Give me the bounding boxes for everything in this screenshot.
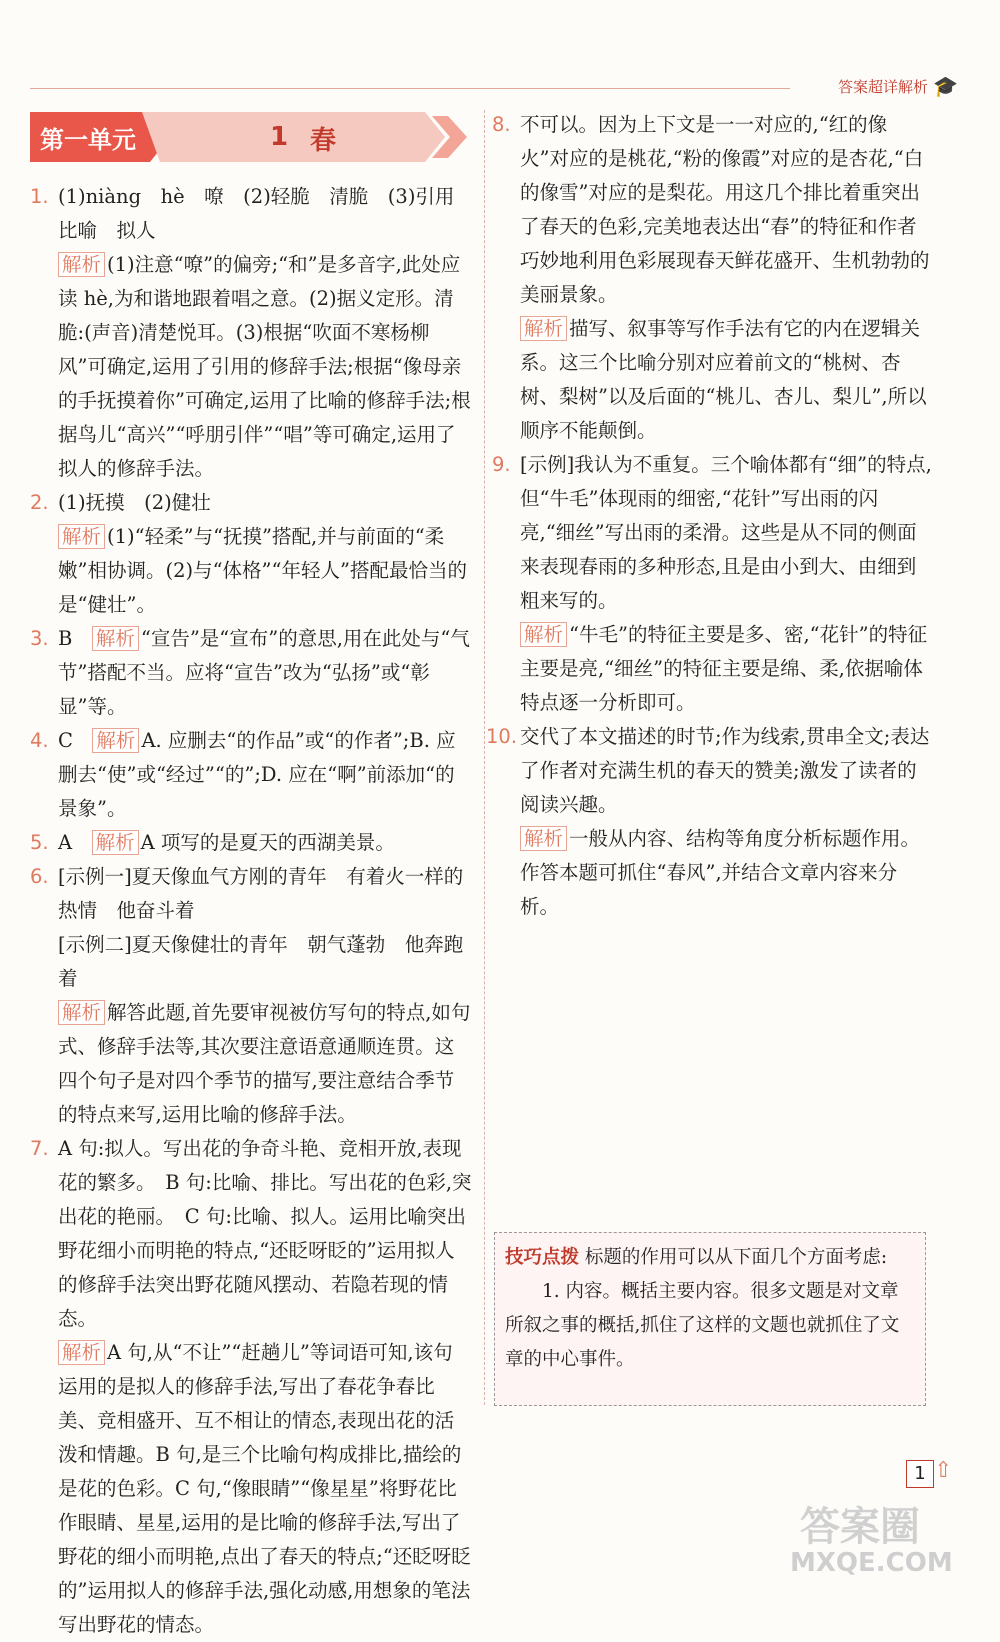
analysis-para <box>58 520 472 622</box>
answer-text: A <box>58 831 92 854</box>
tip-point: 1. 内容。概括主要内容。很多文题是对文章所叙之事的概括,抓住了这样的文题也就抓住了文章的中心事件。 <box>505 1281 900 1370</box>
answer-text: 不可以。因为上下文是一一对应的,“红的像火”对应的是桃花,“粉的像霞”对应的是杏花,“白的像雪”对应的是梨花。用这几个排比着重突出了春天的色彩,完美地表达出“春”的特征和作者巧妙地利用色彩展现春天鲜花盛开、生机勃勃的美丽景象。 <box>520 113 930 306</box>
answer-item <box>30 860 472 1132</box>
item-number: 9. <box>492 453 511 476</box>
header-rule <box>30 88 790 89</box>
answer-item <box>30 1132 472 1642</box>
analysis-tag: 解析 <box>92 626 139 651</box>
item-number: 6. <box>30 865 49 888</box>
analysis-tag: 解析 <box>58 524 105 549</box>
item-number: 5. <box>30 831 49 854</box>
analysis-para <box>58 248 472 486</box>
answer-item <box>30 826 472 860</box>
answer-text: (1)niàng hè 嘹 (2)轻脆 清脆 (3)引用 比喻 拟人 <box>58 185 474 242</box>
right-column <box>486 108 932 924</box>
analysis-text: 解答此题,首先要审视被仿写句的特点,如句式、修辞手法等,其次要注意语意通顺连贯。这四个句子是对四个季节的描写,要注意结合季节的特点来写,运用比喻的修辞手法。 <box>58 1001 471 1126</box>
footer-logo: 答案圈 <box>800 1504 920 1550</box>
analysis-text: (1)“轻柔”与“抚摸”搭配,并与前面的“柔嫩”相协调。(2)与“体格”“年轻人”搭配最恰当的是“健壮”。 <box>58 525 467 616</box>
item-number: 7. <box>30 1137 49 1160</box>
answer-text: 交代了本文描述的时节;作为线索,贯串全文;表达了作者对充满生机的春天的赞美;激发了读者的阅读兴趣。 <box>520 725 930 816</box>
analysis-para <box>520 312 932 448</box>
answer-item <box>30 724 472 826</box>
analysis-text: A. 应删去“的作品”或“的作者”;B. 应删去“使”或“经过”“的”;D. 应在“啊”前添加“的景象”。 <box>58 729 456 820</box>
answer-text: B <box>58 627 92 650</box>
analysis-text: 一般从内容、结构等角度分析标题作用。作答本题可抓住“春风”,并结合文章内容来分析。 <box>520 827 921 918</box>
analysis-text: A 句,从“不让”“赶趟儿”等词语可知,该句运用的是拟人的修辞手法,写出了春花争春比美、竞相盛开、互不相让的情态,表现出花的活泼和情趣。B 句,是三个比喻句构成排比,描绘的是花的色彩。C 句,“像眼睛”“像星星”将野花比作眼睛、星星,运用的是比喻的修辞手法,写出了野花的细小而明艳,点出了春天的特点;“还眨呀眨的”运用拟人的修辞手法,强化动感,用想象的笔法写出野花的情态。 <box>58 1341 471 1636</box>
header-tag: 答案超详解析 <box>837 78 928 96</box>
page-number: 1 <box>906 1460 934 1488</box>
answer-text: C <box>58 729 93 752</box>
item-number: 3. <box>30 627 49 650</box>
answer-item <box>492 108 932 448</box>
up-arrow-icon: ⇧ <box>934 1458 953 1483</box>
analysis-tag: 解析 <box>520 622 567 647</box>
analysis-tag: 解析 <box>92 728 139 753</box>
analysis-tag: 解析 <box>58 1000 105 1025</box>
analysis-text: “牛毛”的特征主要是多、密,“花针”的特征主要是亮,“细丝”的特征主要是绵、柔,依据喻体特点逐一分析即可。 <box>520 623 928 714</box>
answer-text: [示例一]夏天像血气方刚的青年 有着火一样的热情 他奋斗着 <box>58 865 464 922</box>
lesson-title: 春 <box>310 126 337 156</box>
analysis-tag: 解析 <box>92 830 139 855</box>
analysis-text: (1)注意“嘹”的偏旁;“和”是多音字,此处应读 hè,为和谐地跟着唱之意。(2)据义定形。清脆:(声音)清楚悦耳。(3)根据“吹面不寒杨柳风”可确定,运用了引用的修辞手法;根据“像母亲的手抚摸着你”可确定,运用了比喻的修辞手法;根据鸟儿“高兴”“呼朋引伴”“唱”等可确定,运用了拟人的修辞手法。 <box>58 253 471 480</box>
tip-label: 技巧点拨 <box>505 1247 580 1268</box>
analysis-para <box>58 622 472 724</box>
graduation-cap-icon: 🎓 <box>933 74 958 98</box>
item-number: 4. <box>30 729 49 752</box>
analysis-text: “宣告”是“宣布”的意思,用在此处与“气节”搭配不当。应将“宣告”改为“弘扬”或“彰显”等。 <box>58 627 470 718</box>
analysis-para <box>520 822 932 924</box>
answer-item <box>30 486 472 622</box>
item-number: 10. <box>486 725 518 748</box>
answer-item <box>30 622 472 724</box>
analysis-tag: 解析 <box>58 252 105 277</box>
analysis-text: 描写、叙事等写作手法有它的内在逻辑关系。这三个比喻分别对应着前文的“桃树、杏树、梨树”以及后面的“桃儿、杏儿、梨儿”,所以顺序不能颠倒。 <box>520 317 927 442</box>
answer-text: (1)抚摸 (2)健壮 <box>58 491 211 514</box>
analysis-tag: 解析 <box>520 316 567 341</box>
item-number: 2. <box>30 491 49 514</box>
analysis-tag: 解析 <box>58 1340 105 1365</box>
analysis-para <box>520 618 932 720</box>
analysis-para <box>58 724 472 826</box>
answer-item <box>492 448 932 720</box>
analysis-para <box>58 826 472 860</box>
analysis-text: A 项写的是夏天的西湖美景。 <box>140 831 395 854</box>
answer-text: [示例]我认为不重复。三个喻体都有“细”的特点,但“牛毛”体现雨的细密,“花针”写出雨的闪亮,“细丝”写出雨的柔滑。这些是从不同的侧面来表现春雨的多种形态,且是由小到大、由细到粗来写的。 <box>520 453 932 612</box>
footer-url: MXQE.COM <box>790 1548 953 1578</box>
lesson-number: 1 <box>270 122 289 152</box>
tip-intro-text: 标题的作用可以从下面几个方面考虑: <box>584 1247 888 1268</box>
analysis-para <box>58 996 472 1132</box>
answer-item <box>486 720 932 924</box>
answer-item <box>30 180 472 486</box>
tip-intro <box>505 1241 915 1275</box>
unit-label: 第一单元 <box>40 126 136 154</box>
item-number: 8. <box>492 113 511 136</box>
column-divider <box>484 110 485 1405</box>
answer-text: [示例二]夏天像健壮的青年 朝气蓬勃 他奔跑着 <box>58 933 464 990</box>
tip-box <box>494 1232 926 1406</box>
left-column <box>30 180 472 1642</box>
answer-text: A 句:拟人。写出花的争奇斗艳、竞相开放,表现花的繁多。 B 句:比喻、排比。写出花的色彩,突出花的艳丽。 C 句:比喻、拟人。运用比喻突出野花细小而明艳的特点,“还眨呀眨的”运用拟人的修辞手法突出野花随风摆动、若隐若现的情态。 <box>58 1137 472 1330</box>
analysis-tag: 解析 <box>520 826 567 851</box>
item-number: 1. <box>30 185 49 208</box>
analysis-para <box>58 1336 472 1642</box>
